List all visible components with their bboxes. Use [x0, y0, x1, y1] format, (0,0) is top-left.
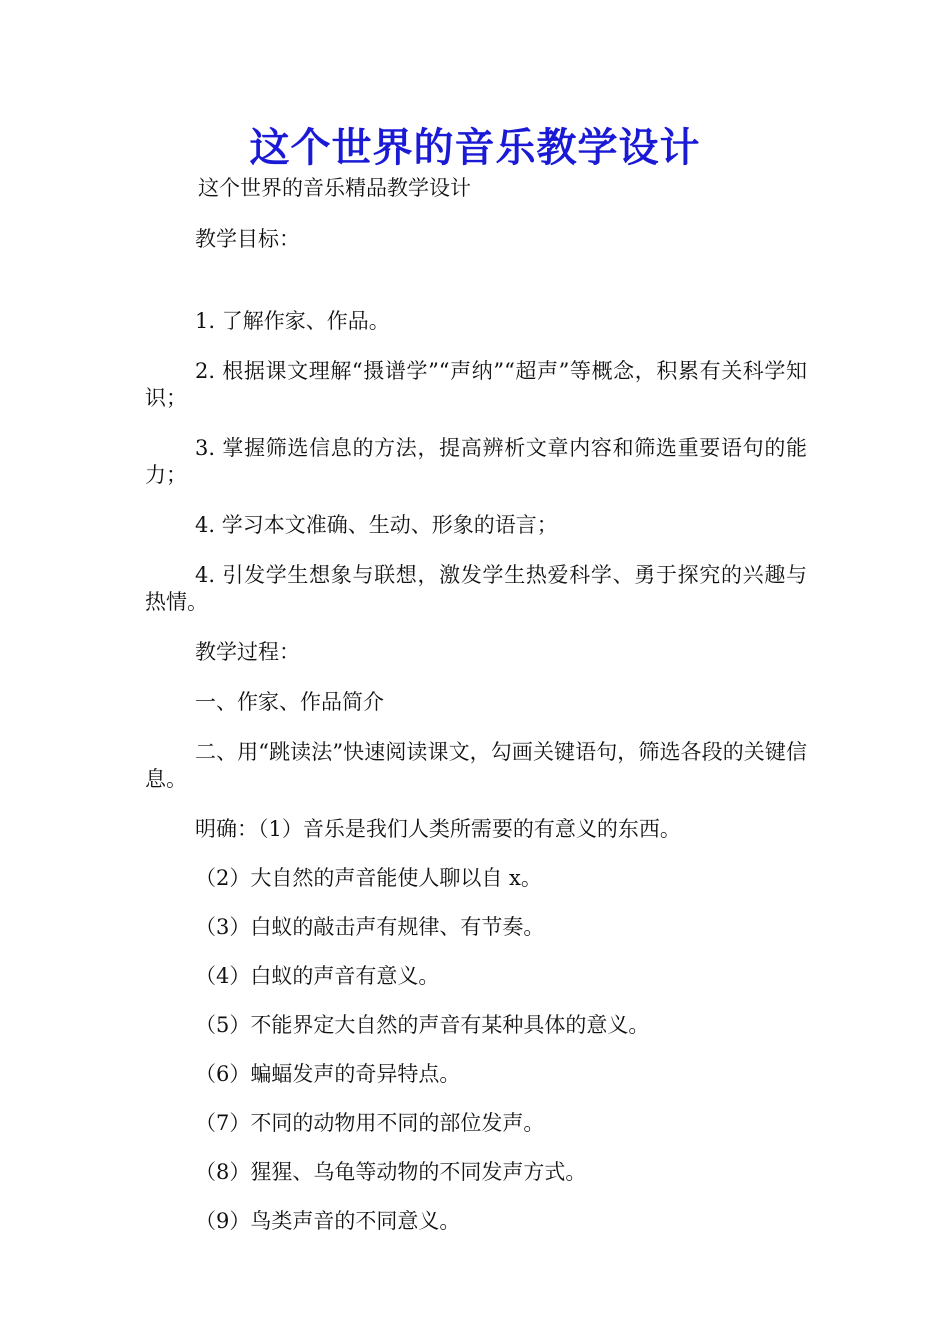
paragraph-clarify-9: （9）鸟类声音的不同意义。: [195, 1209, 461, 1233]
paragraph-clarify-5: （5）不能界定大自然的声音有某种具体的意义。: [195, 1013, 650, 1037]
paragraph-clarify-6: （6）蝙蝠发声的奇异特点。: [195, 1062, 461, 1086]
paragraph-goal-5: 4. 引发学生想象与联想，激发学生热爱科学、勇于探究的兴趣与热情。: [145, 563, 807, 614]
document-body: [145, 226, 807, 1257]
paragraph-section-2: 二、用“跳读法”快速阅读课文，勾画关键语句，筛选各段的关键信息。: [145, 740, 807, 791]
paragraph-teaching-goals: 教学目标：: [195, 227, 300, 251]
paragraph-goal-4: 4. 学习本文准确、生动、形象的语言；: [195, 513, 558, 537]
document-subtitle: 这个世界的音乐精品教学设计: [198, 176, 471, 200]
paragraph-goal-3: 3. 掌握筛选信息的方法，提高辨析文章内容和筛选重要语句的能力；: [145, 436, 807, 487]
paragraph-section-1: 一、作家、作品简介: [195, 690, 384, 714]
paragraph-clarify-2: （2）大自然的声音能使人聊以自 x。: [195, 866, 542, 890]
paragraph-clarify-1: 明确：（1）音乐是我们人类所需要的有意义的东西。: [195, 817, 681, 841]
paragraph-clarify-7: （7）不同的动物用不同的部位发声。: [195, 1111, 545, 1135]
paragraph-clarify-4: （4）白蚁的声音有意义。: [195, 964, 440, 988]
paragraph-clarify-8: （8）猩猩、乌龟等动物的不同发声方式。: [195, 1160, 587, 1184]
paragraph-clarify-3: （3）白蚁的敲击声有规律、有节奏。: [195, 915, 545, 939]
paragraph-teaching-process: 教学过程：: [195, 640, 300, 664]
paragraph-goal-2: 2. 根据课文理解“摄谱学”“声纳”“超声”等概念，积累有关科学知识；: [145, 359, 807, 410]
document-title: 这个世界的音乐教学设计: [249, 124, 701, 171]
paragraph-goal-1: 1. 了解作家、作品。: [195, 309, 390, 333]
